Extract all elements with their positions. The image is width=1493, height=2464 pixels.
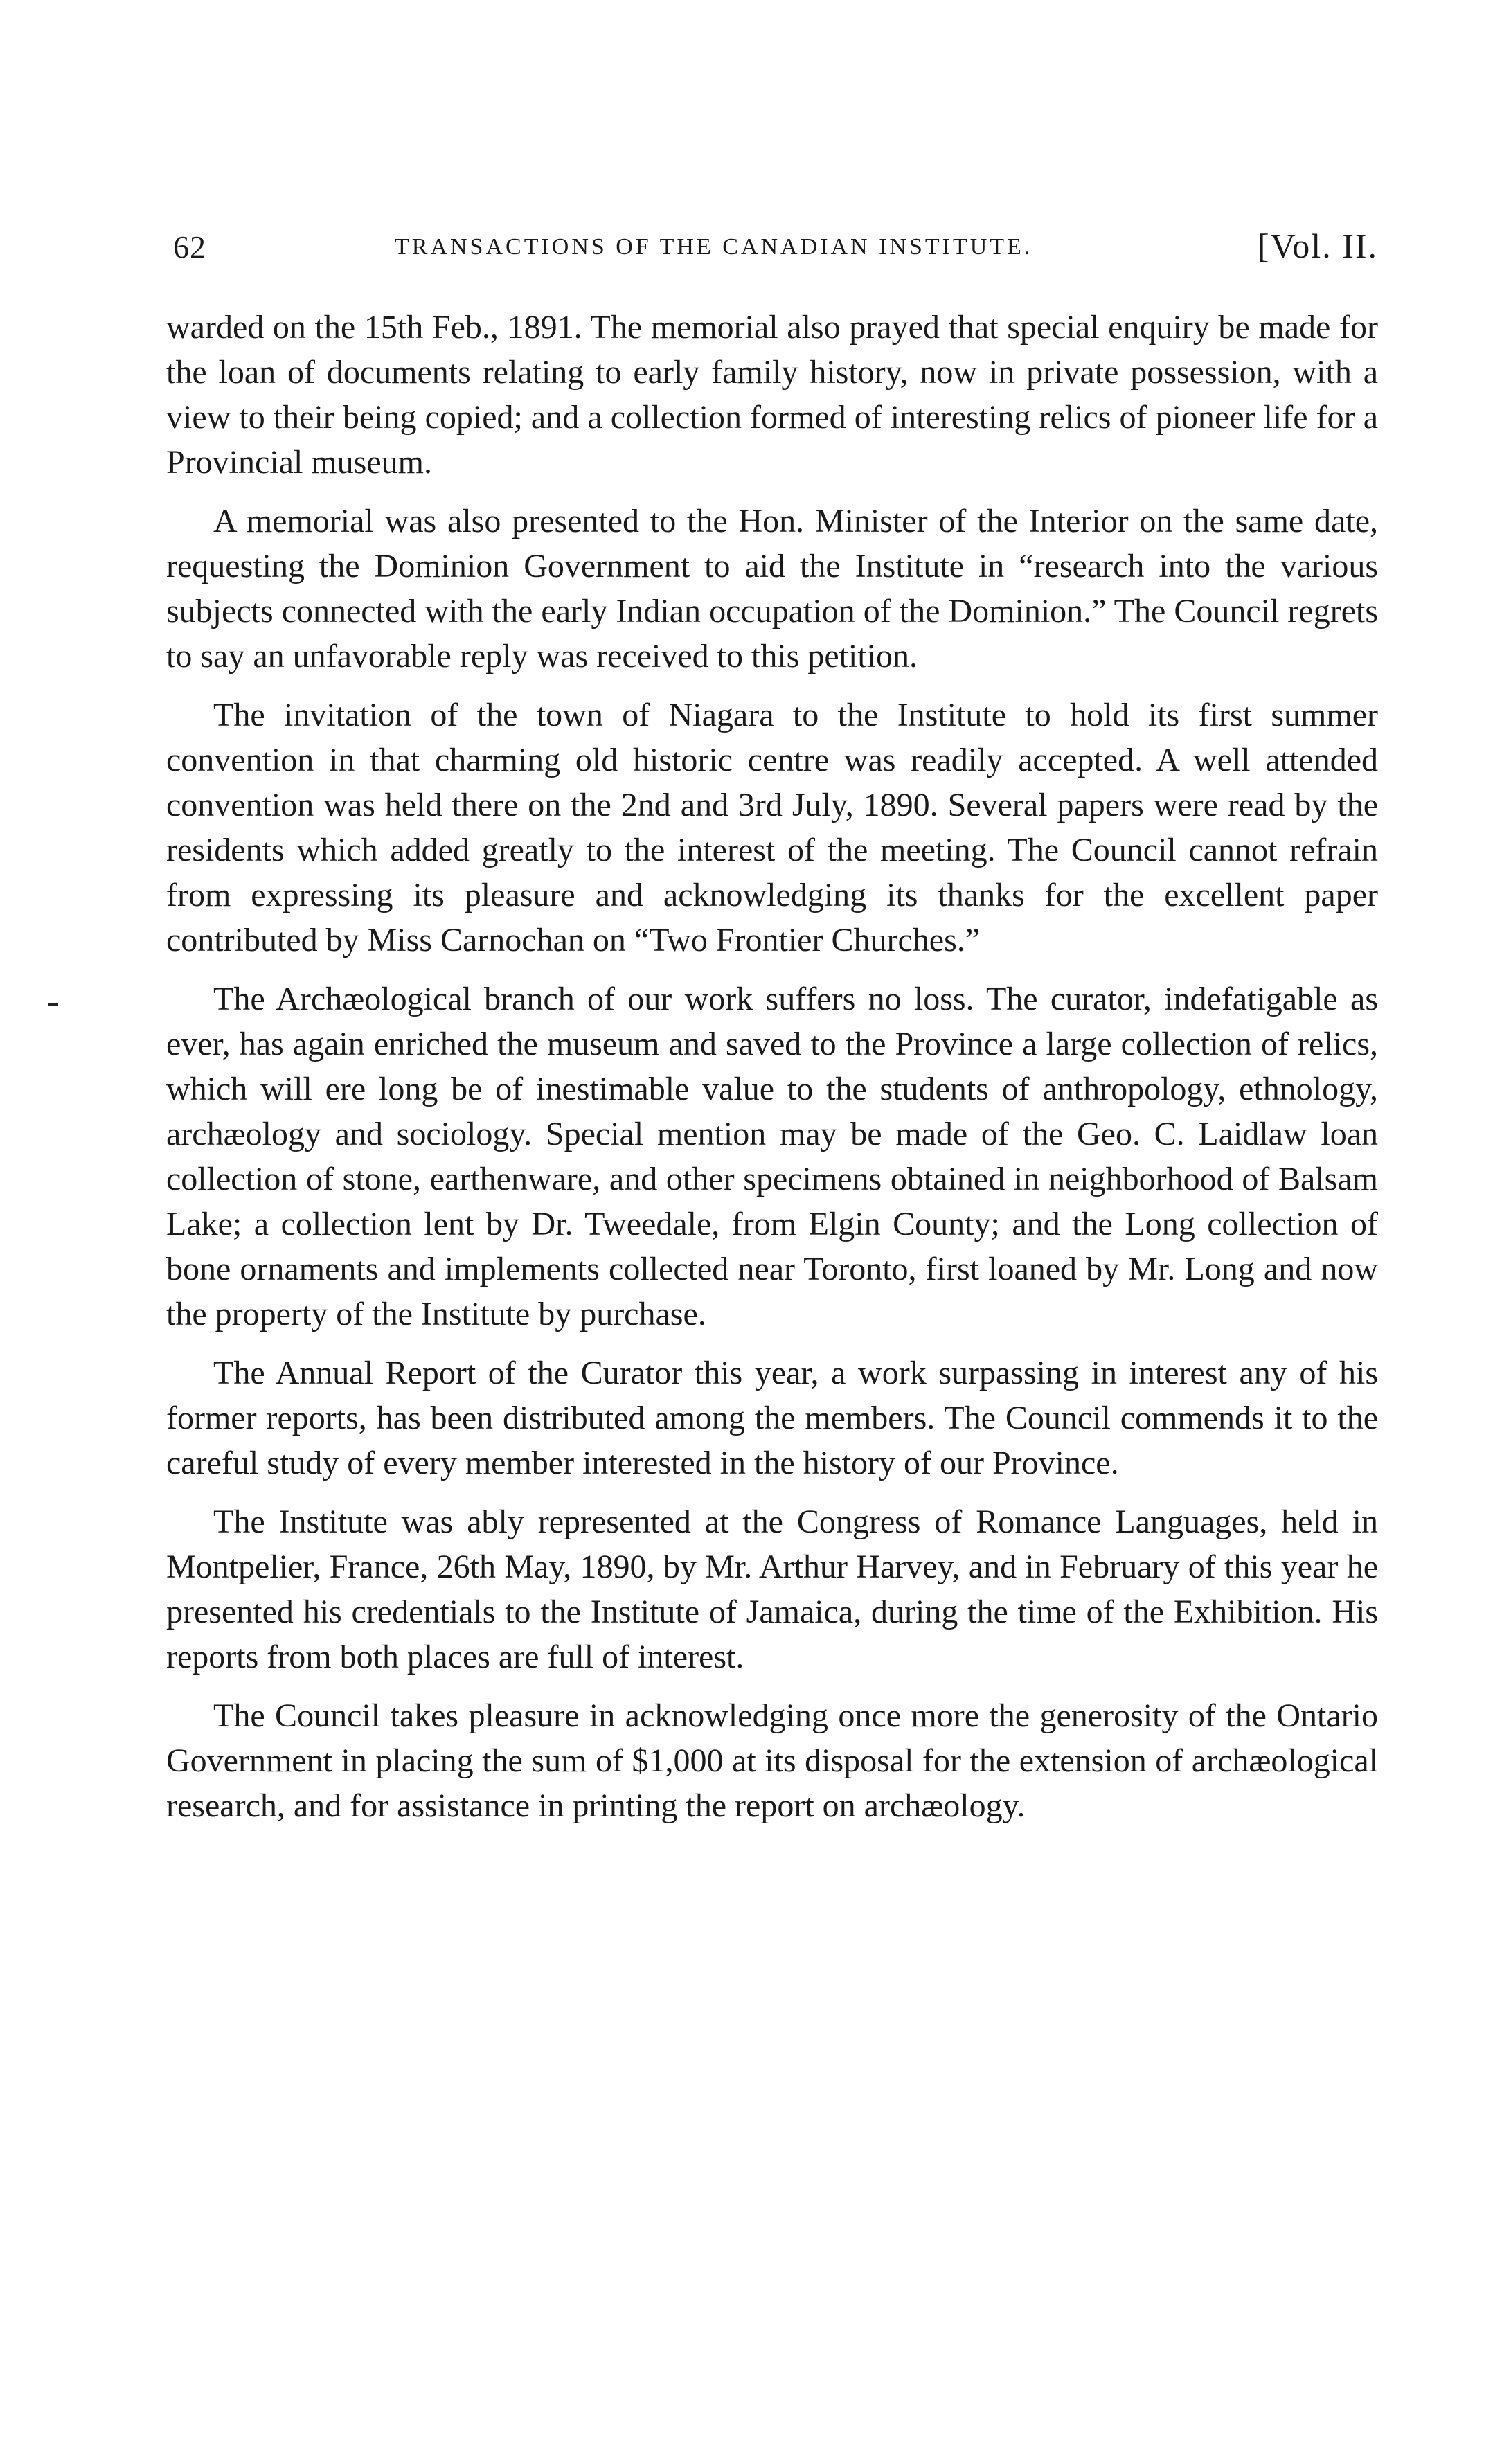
- running-head: [173, 226, 1378, 277]
- body-text: [166, 305, 1378, 1842]
- margin-mark: [48, 1003, 58, 1006]
- paragraph-niagara-convention: The invitation of the town of Niagara to the Institute to hold its first summer convention in that charming old historic centre was readily accepted. A well attended convention was held there on the 2nd and 3rd July, 1890. Several papers were read by the residents which added greatly to the interest of the meeting. The Council cannot refrain from expressing its pleasure and acknowledging its thanks for the excellent paper contributed by Miss Carnochan on “Two Frontier Churches.”: [166, 697, 1378, 958]
- volume-label: [Vol. II.: [1257, 226, 1378, 265]
- journal-title: TRANSACTIONS OF THE CANADIAN INSTITUTE.: [395, 234, 1033, 260]
- paragraph-curator-report: The Annual Report of the Curator this year, a work surpassing in interest any of his former reports, has been distributed among the members. The Council commends it to the careful study of every member interested in the history of our Province.: [166, 1355, 1378, 1481]
- paragraph-memorial-continued: warded on the 15th Feb., 1891. The memorial also prayed that special enquiry be made for the loan of documents relating to early family history, now in private possession, with a view to their being copied; and a collection formed of interesting relics of pioneer life for a Provincial museum.: [166, 309, 1378, 481]
- page-number: 62: [173, 229, 206, 265]
- paragraph-minister-memorial: A memorial was also presented to the Hon. Minister of the Interior on the same date, requesting the Dominion Government to aid the Institute in “research into the various subjects connected with the early Indian occupation of the Dominion.” The Council regrets to say an unfavorable reply was received to this petition.: [166, 503, 1378, 675]
- paragraph-congress-representation: The Institute was ably represented at the Congress of Romance Languages, held in Montpelier, France, 26th May, 1890, by Mr. Arthur Harvey, and in February of this year he presented his credentials to the Institute of Jamaica, during the time of the Exhibition. His reports from both places are full of interest.: [166, 1503, 1378, 1675]
- paragraph-archaeological-branch: The Archæological branch of our work suffers no loss. The curator, indefatigable as ever, has again enriched the museum and saved to the Province a large collection of relics, which will ere long be of inestimable value to the students of anthropology, ethnology, archæology and sociology. Special mention may be made of the Geo. C. Laidlaw loan collection of stone, earthenware, and other specimens obtained in neighborhood of Balsam Lake; a collection lent by Dr. Tweedale, from Elgin County; and the Long collection of bone ornaments and implements collected near Toronto, first loaned by Mr. Long and now the property of the Institute by purchase.: [166, 981, 1378, 1332]
- paragraph-government-grant: The Council takes pleasure in acknowledging once more the generosity of the Ontario Government in placing the sum of $1,000 at its disposal for the extension of archæological research, and for assistance in printing the report on archæology.: [166, 1697, 1378, 1824]
